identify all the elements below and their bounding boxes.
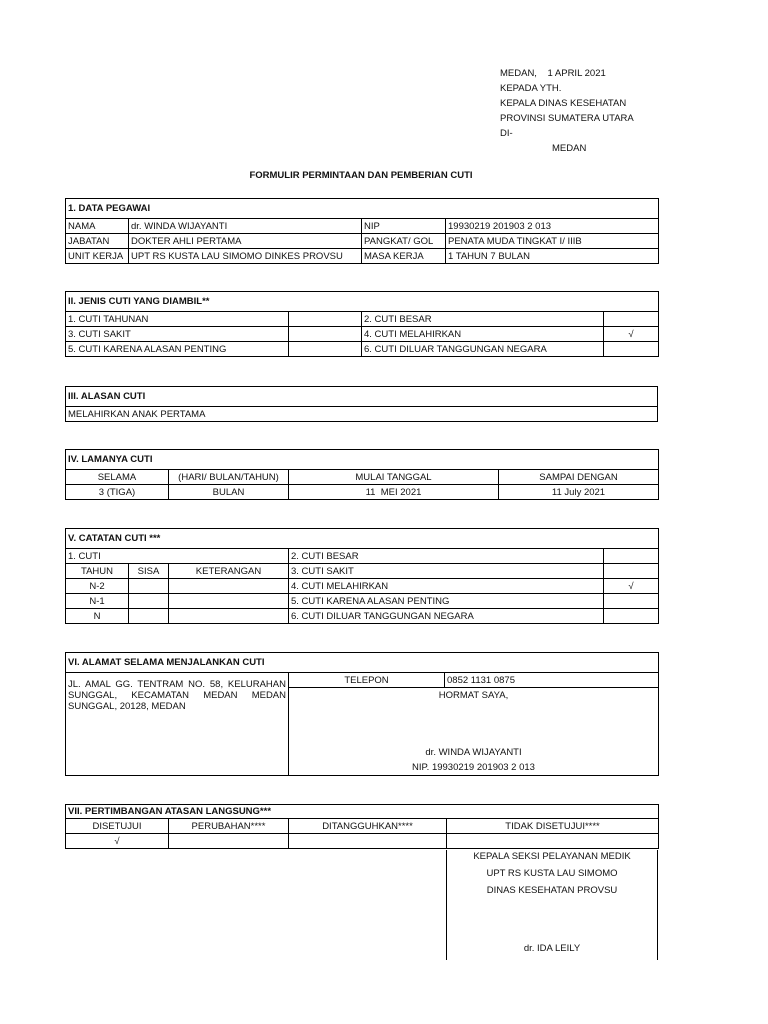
check-mark	[604, 609, 659, 624]
field-value: 1 TAHUN 7 BULAN	[446, 249, 659, 264]
table-row	[66, 834, 659, 849]
section-heading: III. ALASAN CUTI	[66, 387, 658, 407]
table-row	[66, 470, 659, 485]
duration-value: 3 (TIGA)	[66, 485, 169, 500]
field-value: PENATA MUDA TINGKAT I/ IIIB	[446, 234, 659, 249]
column-header: SAMPAI DENGAN	[499, 470, 659, 485]
section-heading: II. JENIS CUTI YANG DIAMBIL**	[66, 292, 659, 312]
section-pertimbangan-atasan	[65, 804, 659, 849]
phone-label: TELEPON	[289, 673, 445, 688]
section-heading: IV. LAMANYA CUTI	[66, 450, 659, 470]
leave-type-label: 5. CUTI KARENA ALASAN PENTING	[66, 342, 289, 357]
check-mark	[604, 594, 659, 609]
section-heading: 1. DATA PEGAWAI	[66, 199, 659, 219]
di-line: DI-	[500, 128, 513, 139]
check-mark	[604, 342, 659, 357]
supervisor-signature-block	[446, 850, 658, 960]
to-line: KEPADA YTH.	[500, 83, 562, 94]
place-date: MEDAN, 1 APRIL 2021	[500, 68, 606, 79]
section-heading: V. CATATAN CUTI ***	[66, 529, 659, 549]
check-mark	[289, 342, 362, 357]
field-label: NIP	[362, 219, 446, 234]
section-jenis-cuti	[65, 291, 659, 357]
column-header: DISETUJUI	[66, 819, 169, 834]
field-label: JABATAN	[66, 234, 129, 249]
year-label: N-2	[66, 579, 129, 594]
supervisor-unit: UPT RS KUSTA LAU SIMOMO	[486, 868, 618, 879]
column-header: PERUBAHAN****	[169, 819, 289, 834]
leave-type-label: 6. CUTI DILUAR TANGGUNGAN NEGARA	[289, 609, 604, 624]
table-row	[66, 579, 659, 594]
field-label: MASA KERJA	[362, 249, 446, 264]
field-label: UNIT KERJA	[66, 249, 129, 264]
section-alasan-cuti	[65, 386, 658, 422]
leave-type-label: 2. CUTI BESAR	[289, 549, 604, 564]
recipient-address	[500, 66, 720, 156]
field-value: dr. WINDA WIJAYANTI	[129, 219, 362, 234]
check-mark: √	[66, 834, 169, 849]
column-header: DITANGGUHKAN****	[289, 819, 447, 834]
field-label: PANGKAT/ GOL	[362, 234, 446, 249]
check-mark: √	[604, 327, 659, 342]
supervisor-agency: DINAS KESEHATAN PROVSU	[486, 885, 618, 896]
section-alamat-cuti	[65, 652, 659, 776]
supervisor-title: KEPALA SEKSI PELAYANAN MEDIK	[473, 851, 631, 862]
regards-text: HORMAT SAYA,	[438, 690, 509, 702]
form-title: FORMULIR PERMINTAAN DAN PEMBERIAN CUTI	[249, 170, 473, 181]
section-heading: VII. PERTIMBANGAN ATASAN LANGSUNG***	[66, 805, 659, 819]
duration-unit: BULAN	[169, 485, 289, 500]
year-label: N	[66, 609, 129, 624]
supervisor-name: dr. IDA LEILY	[523, 943, 581, 954]
section-catatan-cuti	[65, 528, 659, 624]
cuti-label: 1. CUTI	[66, 549, 289, 564]
table-row	[66, 549, 659, 564]
table-row	[66, 342, 659, 357]
leave-type-label: 4. CUTI MELAHIRKAN	[362, 327, 604, 342]
leave-type-label: 1. CUTI TAHUNAN	[66, 312, 289, 327]
field-value: DOKTER AHLI PERTAMA	[129, 234, 362, 249]
column-header: SISA	[129, 564, 169, 579]
check-mark	[169, 834, 289, 849]
recipient-city: MEDAN	[552, 143, 587, 154]
table-row	[66, 249, 659, 264]
table-row	[66, 219, 659, 234]
leave-type-label: 2. CUTI BESAR	[362, 312, 604, 327]
leave-type-label: 3. CUTI SAKIT	[289, 564, 604, 579]
field-value: UPT RS KUSTA LAU SIMOMO DINKES PROVSU	[129, 249, 362, 264]
check-mark	[604, 549, 659, 564]
phone-number: 0852 1131 0875	[445, 673, 659, 688]
table-row	[66, 485, 659, 500]
recipient-name: KEPALA DINAS KESEHATAN	[500, 98, 627, 109]
check-mark: √	[604, 579, 659, 594]
start-date: 11 MEI 2021	[289, 485, 499, 500]
check-mark	[604, 564, 659, 579]
section-data-pegawai	[65, 198, 659, 264]
recipient-province: PROVINSI SUMATERA UTARA	[500, 113, 634, 124]
year-label: N-1	[66, 594, 129, 609]
column-header: SELAMA	[66, 470, 169, 485]
applicant-name: dr. WINDA WIJAYANTI	[425, 747, 522, 759]
leave-type-label: 3. CUTI SAKIT	[66, 327, 289, 342]
column-header: (HARI/ BULAN/TAHUN)	[169, 470, 289, 485]
section-lamanya-cuti	[65, 449, 659, 500]
table-row	[66, 609, 659, 624]
table-row	[66, 327, 659, 342]
check-mark	[289, 834, 447, 849]
check-mark	[289, 327, 362, 342]
leave-type-label: 5. CUTI KARENA ALASAN PENTING	[289, 594, 604, 609]
leave-reason: MELAHIRKAN ANAK PERTAMA	[66, 407, 658, 422]
check-mark	[447, 834, 659, 849]
table-row	[66, 312, 659, 327]
section-heading: VI. ALAMAT SELAMA MENJALANKAN CUTI	[66, 653, 659, 673]
column-header: TAHUN	[66, 564, 129, 579]
field-value: 19930219 201903 2 013	[446, 219, 659, 234]
column-header: MULAI TANGGAL	[289, 470, 499, 485]
table-row	[66, 564, 659, 579]
table-row	[66, 819, 659, 834]
field-label: NAMA	[66, 219, 129, 234]
end-date: 11 July 2021	[499, 485, 659, 500]
leave-address: JL. AMAL GG. TENTRAM NO. 58, KELURAHAN SUNGGAL, KECAMATAN MEDAN MEDAN SUNGGAL, 20128, MEDAN	[66, 673, 289, 776]
table-row	[66, 234, 659, 249]
column-header: KETERANGAN	[169, 564, 289, 579]
table-row	[66, 594, 659, 609]
applicant-nip: NIP. 19930219 201903 2 013	[412, 762, 535, 774]
applicant-signature-block	[289, 688, 659, 776]
leave-type-label: 6. CUTI DILUAR TANGGUNGAN NEGARA	[362, 342, 604, 357]
check-mark	[604, 312, 659, 327]
column-header: TIDAK DISETUJUI****	[447, 819, 659, 834]
check-mark	[289, 312, 362, 327]
leave-type-label: 4. CUTI MELAHIRKAN	[289, 579, 604, 594]
